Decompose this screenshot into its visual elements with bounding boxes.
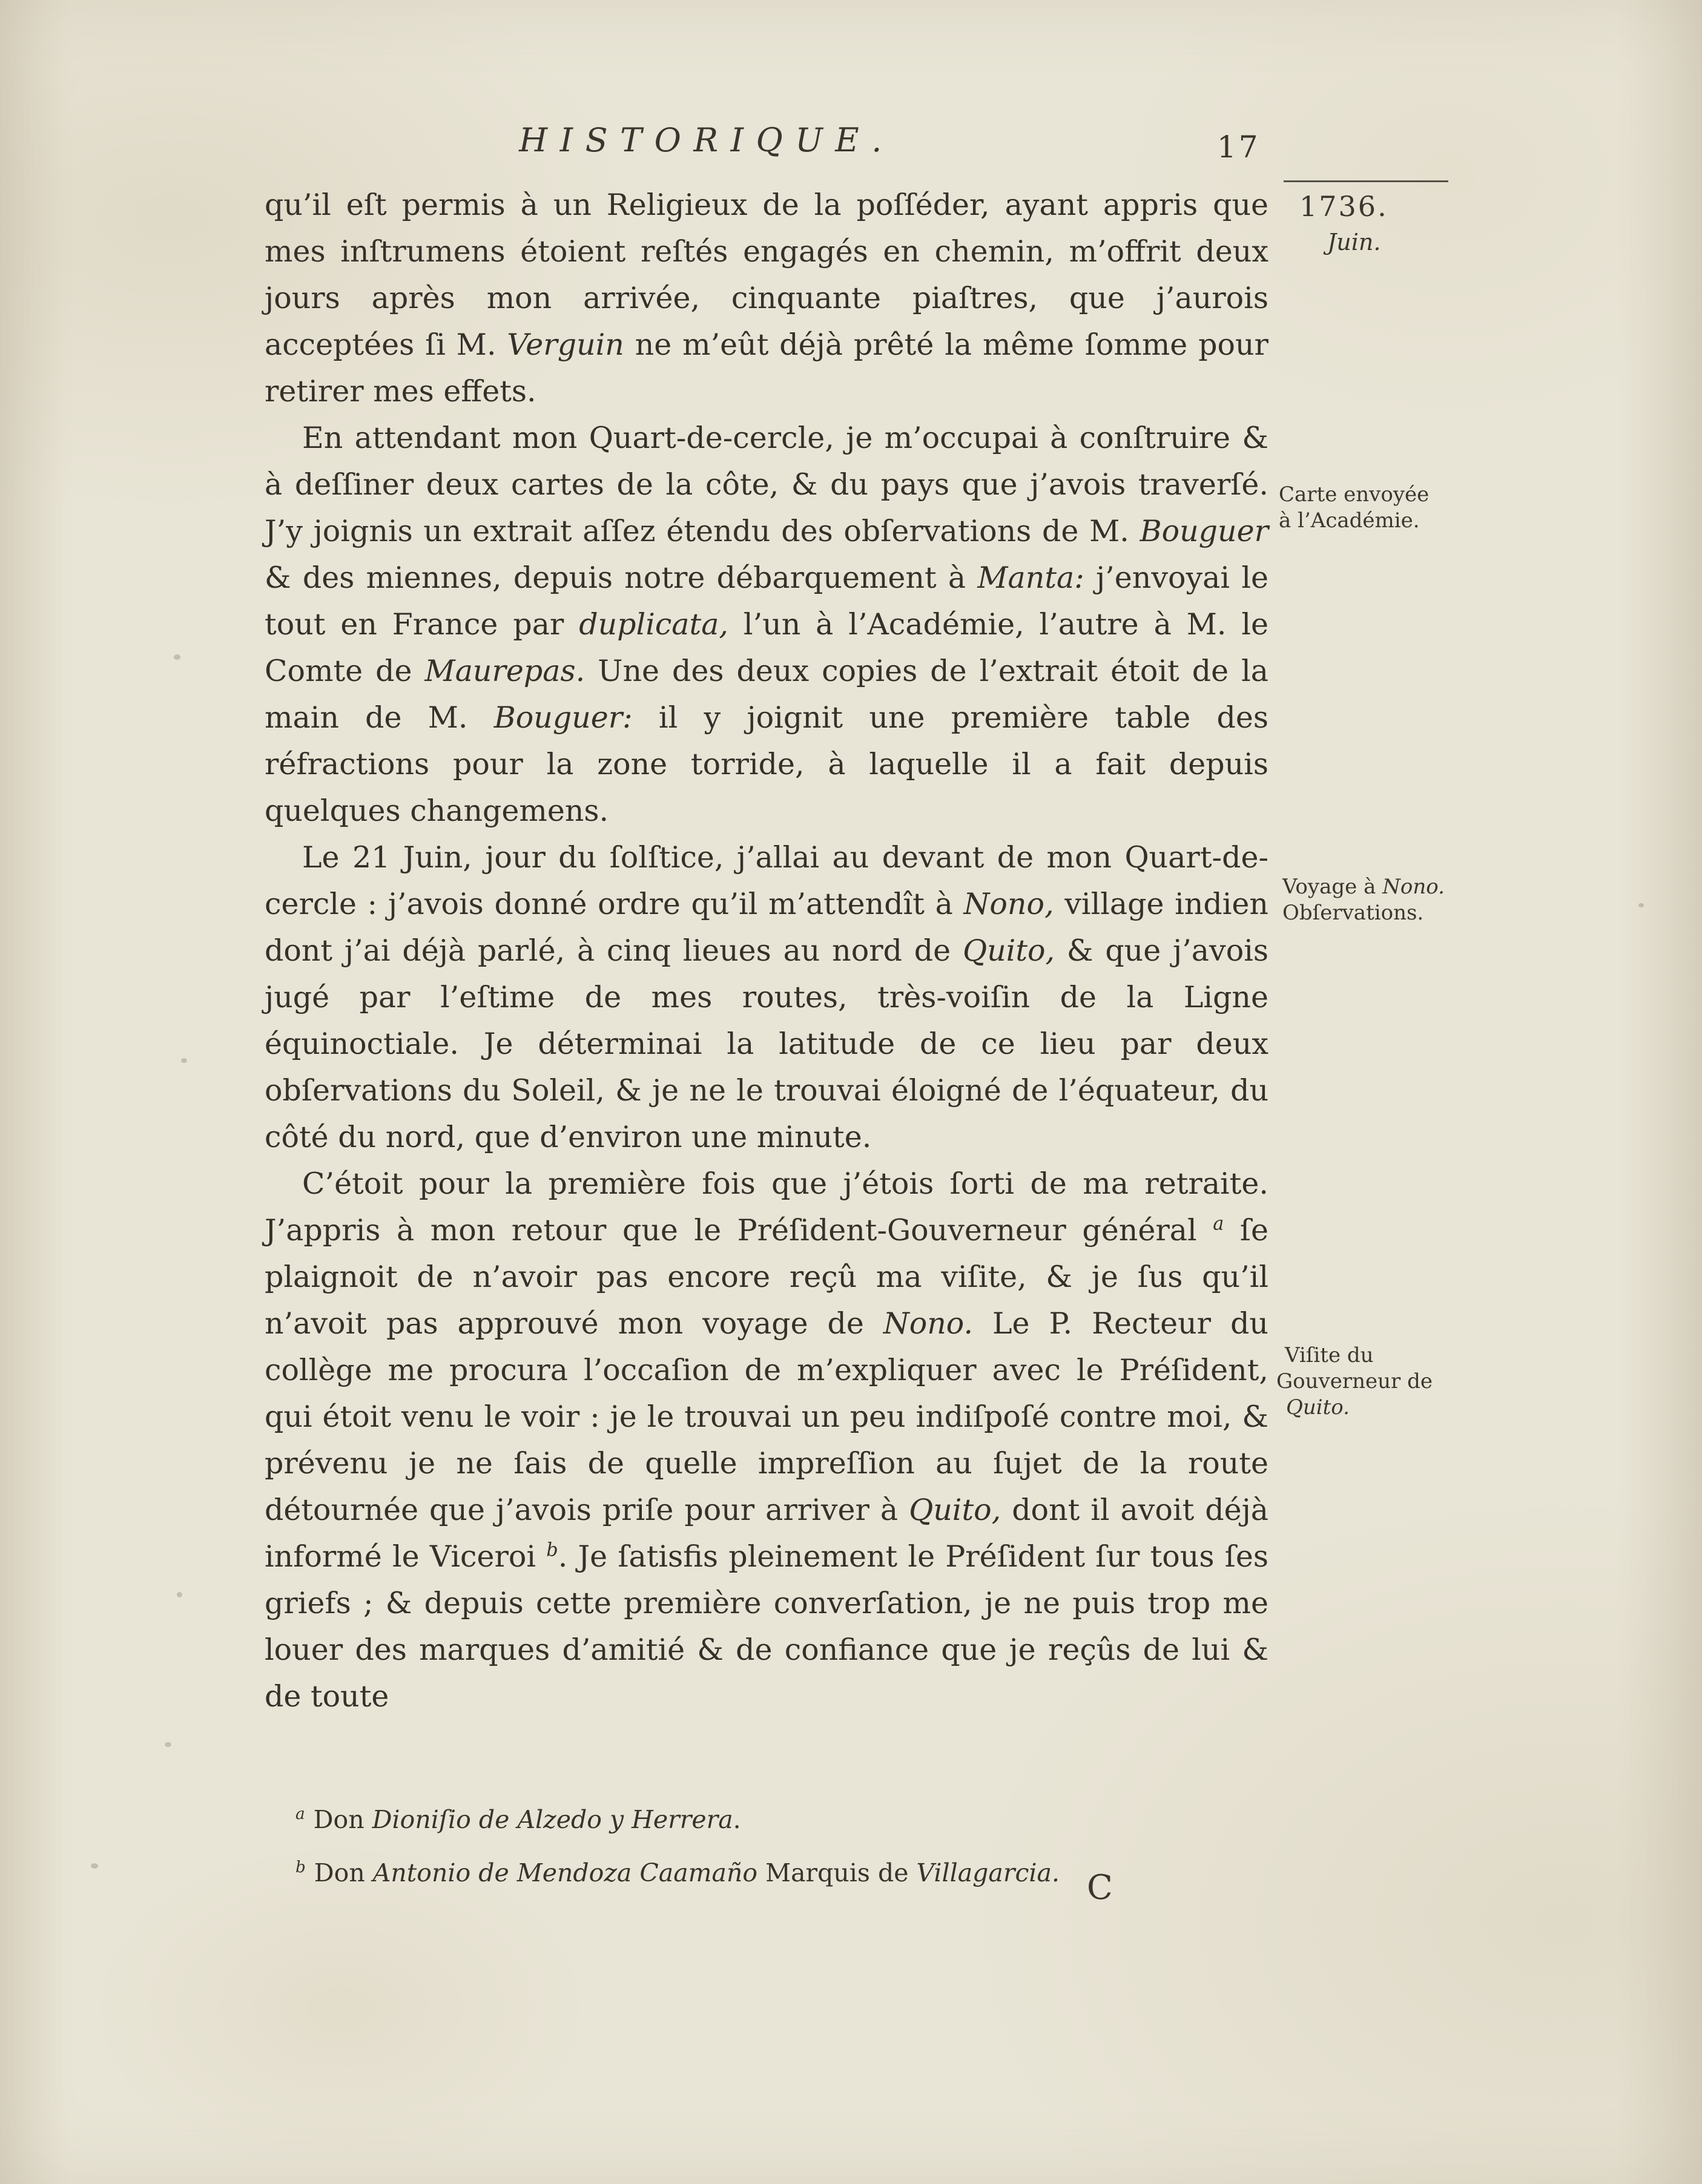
footnotes (295, 1793, 1288, 1899)
paper-speck (177, 1592, 182, 1597)
page-number: 17 (1217, 130, 1261, 165)
margin-note-line: à l’Académie. (1279, 508, 1420, 533)
margin-note-line: Voyage à Nono. (1282, 875, 1445, 899)
paper-speck (181, 1058, 187, 1063)
margin-rule (1284, 180, 1448, 182)
margin-note-line: Obſervations. (1282, 901, 1424, 925)
running-header (265, 121, 1149, 159)
signature-mark: C (1087, 1868, 1113, 1907)
paper-speck (174, 654, 180, 660)
paragraph: En attendant mon Quart-de-cercle, je m’occupai à conſtruire & à deſſiner deux cartes de la côte, & du pays que j’avois traverſé. J’y joignis un extrait aſſez étendu des obſervations de M. Bouguer & des miennes, depuis notre débarquement à Manta: j’envoyai le tout en France par duplicata, l’un à l’Académie, l’autre à M. le Comte de Maurepas. Une des deux copies de l’extrait étoit de la main de M. Bouguer: il y joignit une première table des réfractions pour la zone torride, à laquelle il a fait depuis quelques changemens. (265, 421, 1269, 828)
paragraph: qu’il eſt permis à un Religieux de la poſſéder, ayant appris que mes inſtrumens étoient reſtés engagés en chemin, m’offrit deux jours après mon arrivée, cinquante piaſtres, que j’aurois acceptées ſi M. Verguin ne m’eût déjà prêté la même ſomme pour retirer mes effets. (265, 188, 1268, 409)
footnote-b (295, 1846, 1288, 1899)
page-heading: HISTORIQUE. (519, 121, 894, 159)
margin-note-line: Carte envoyée (1279, 482, 1430, 507)
margin-note-voyage (1282, 874, 1445, 926)
margin-note-carte (1279, 482, 1429, 534)
footnote-marker-b: b (295, 1858, 306, 1877)
margin-note-line: Gouverneur de (1276, 1369, 1433, 1393)
paper-speck (91, 1863, 98, 1869)
margin-note-year: 1736. (1299, 190, 1388, 223)
paper-speck (1638, 903, 1644, 907)
margin-note-line: Viſite du (1285, 1343, 1374, 1367)
footnote-text: Don Dioniſio de Alzedo y Herrera. (313, 1805, 741, 1834)
main-text (265, 182, 1268, 1720)
footnote-marker-a: a (295, 1805, 305, 1824)
margin-note-date (1299, 190, 1388, 255)
footnote-a (295, 1793, 1288, 1846)
margin-note-line: Quito. (1286, 1395, 1350, 1419)
margin-note-month: Juin. (1327, 229, 1381, 255)
margin-note-visite (1276, 1343, 1433, 1421)
paper-speck (165, 1742, 171, 1747)
footnote-text: Don Antonio de Mendoza Caamaño Marquis de Villagarcia. (314, 1858, 1060, 1887)
paragraph: Le 21 Juin, jour du ſolſtice, j’allai au devant de mon Quart-de-cercle : j’avois donné ordre qu’il m’attendît à Nono, village indien dont j’ai déjà parlé, à cinq lieues au nord de Quito, & que j’avois jugé par l’eſtime de mes routes, très-voiſin de la Ligne équinoctiale. Je déterminai la latitude de ce lieu par deux obſervations du Soleil, & je ne le trouvai éloigné de l’équateur, du côté du nord, que d’environ une minute. (265, 840, 1269, 1154)
paragraph: C’étoit pour la première fois que j’étois ſorti de ma retraite. J’appris à mon retour que le Préſident-Gouverneur général $^a$ ſe plaignoit de n’avoir pas encore reçû ma viſite, & je ſus qu’il n’avoit pas approuvé mon voyage de Nono. Le P. Recteur du collège me procura l’occaſion de m’expliquer avec le Préſident, qui étoit venu le voir : je le trouvai un peu indiſpoſé contre moi, & prévenu je ne ſais de quelle impreſſion au ſujet de la route détournée que j’avois priſe pour arriver à Quito, dont il avoit déjà informé le Viceroi $^b$. Je ſatisfis pleinement le Préſident ſur tous ſes griefs ; & depuis cette première converſation, je ne puis trop me louer des marques d’amitié & de confiance que je reçûs de lui & de toute (265, 1166, 1268, 1714)
